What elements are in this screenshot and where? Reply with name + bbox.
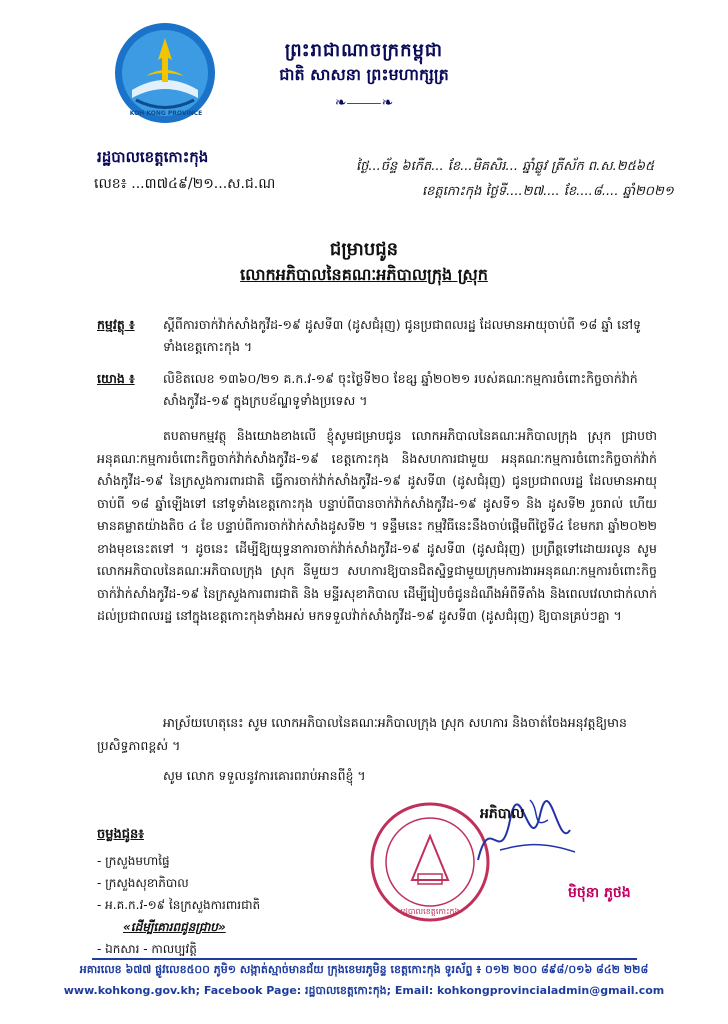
reference-number: លេខ៖ ...៣៧៤៩/២១...ស.ជ.ណ: [94, 176, 276, 192]
recipient-line: លោកអភិបាលនៃគណៈអភិបាលក្រុង ស្រុក: [240, 265, 488, 284]
logo-caption: KOH KONG PROVINCE: [129, 110, 203, 117]
issuing-authority: រដ្ឋបាលខេត្តកោះកុង: [97, 148, 209, 166]
body-paragraph-2: អាស្រ័យហេតុនេះ សូម លោកអភិបាលនៃគណៈអភិបាលក្រុង ស្រុក សហការ និងចាត់ចែងអនុវត្តឱ្យមានប្រសិទ្ធភាពខ្ពស់ ។: [97, 715, 627, 753]
document-title: ជម្រាបជូន: [329, 239, 399, 260]
cc-title: ចម្លងជូន៖: [97, 827, 144, 842]
reference-label: យោង ៖: [97, 371, 135, 386]
signatory-name: មិថុនា ភូថង: [568, 885, 631, 901]
header-ornament: ❧⸻❧: [334, 95, 394, 111]
cc-item-note: «ដើម្បីគោរពជូនជ្រាប»: [123, 920, 226, 934]
closing-line: សូម លោក ទទួលនូវការគោរពរាប់អានពីខ្ញុំ ។: [163, 768, 366, 783]
cc-item: - ក្រសួងសុខាភិបាល: [97, 876, 189, 890]
subject-label: កម្មវត្ថុ ៖: [97, 317, 135, 332]
reference-row: [97, 368, 657, 412]
subject-text: ស្តីពីការចាក់វ៉ាក់សាំងកូវីដ-១៩ ដូសទី៣ (ដូសជំរុញ) ជូនប្រជាពលរដ្ឋ ដែលមានអាយុចាប់ពី ១៨ ឆ្នាំ នៅទូទាំងខេត្តកោះកុង ។: [163, 317, 641, 354]
body-paragraph-1: តបតាមកម្មវត្ថុ និងយោងខាងលើ ខ្ញុំសូមជម្រាបជូន លោកអភិបាលនៃគណៈអភិបាលក្រុង ស្រុក ជ្រាបថា អនុគណៈកម្មការចំពោះកិច្ចចាក់វ៉ាក់សាំងកូវីដ-១៩ ខេត្តកោះកុង និងសហការជាមួយ អនុគណៈកម្មការចំពោះកិច្ចចាក់វ៉ាក់សាំងកូវីដ-១៩ នៃក្រសួងការពារជាតិ ធ្វើការចាក់វ៉ាក់សាំងកូវីដ-១៩ ដូសទី៣ (ដូសជំរុញ) ជូនប្រជាពលរដ្ឋ ដែលមានអាយុចាប់ពី ១៨ ឆ្នាំឡើងទៅ នៅទូទាំងខេត្តកោះកុង បន្ទាប់ពីបានចាក់វ៉ាក់សាំងកូវីដ-១៩ ដូសទី១ និង ដូសទី២ រួចរាល់ ហើយមានគម្លាតយ៉ាងតិច ៤ ខែ បន្ទាប់ពីការចាក់វ៉ាក់សាំងដូសទី២ ។ ទន្ទឹមនេះ កម្មវិធីនេះនឹងចាប់ផ្តើមពីថ្ងៃទី៤ ខែមករា ឆ្នាំ២០២២ ខាងមុខនេះតទៅ ។ ដូចនេះ ដើម្បីឱ្យយុទ្ធនាការចាក់វ៉ាក់សាំងកូវីដ-១៩ ដូសទី៣ (ដូសជំរុញ) ប្រព្រឹត្តទៅដោយរលូន សូម លោកអភិបាលនៃគណៈអភិបាលក្រុង ស្រុក នីមួយៗ សហការឱ្យបានជិតស្និទ្ធជាមួយក្រុមការងារអនុគណៈកម្មការចំពោះកិច្ចចាក់វ៉ាក់សាំងកូវីដ-១៩ នៃក្រសួងការពារជាតិ និង មន្ទីរសុខាភិបាល ដើម្បីរៀបចំជូនដំណឹងអំពីទីតាំង និងពេលវេលាជាក់លាក់ ដល់ប្រជាពលរដ្ឋ នៅក្នុងខេត្តកោះកុងទាំងអស់ មកទទួលវ៉ាក់សាំងកូវីដ-១៩ ដូសទី៣ (ដូសជំរុញ) ឱ្យបានគ្រប់ៗគ្នា ។: [97, 428, 657, 623]
solar-date: ខេត្តកោះកុង ថ្ងៃទី....២៧.... ខែ....៨.... ឆ្នាំ២០២១: [422, 184, 674, 199]
cc-item: - អ.គ.ក.វ-១៩ នៃក្រសួងការពារជាតិ: [97, 898, 261, 912]
subject-row: [97, 314, 657, 358]
signatory-title: អភិបាល: [480, 806, 525, 822]
footer-divider: [92, 958, 637, 960]
footer-address: អគារលេខ ៦៧៧ ផ្លូវលេខ៥០០ ភូមិ១ សង្កាត់ស្មាច់មានជ័យ ក្រុងខេមរភូមិន្ទ ខេត្តកោះកុង ទូរស័ព្ទ ៖ ០១២ ២០០ ៨៩៨/០១៦ ៨៤២ ២២៨: [79, 963, 649, 976]
kingdom-title: ព្រះរាជាណាចក្រកម្ពុជា: [284, 40, 444, 61]
national-motto: ជាតិ សាសនា ព្រះមហាក្សត្រ: [279, 65, 449, 84]
footer-contacts: www.kohkong.gov.kh; Facebook Page: រដ្ឋបាលខេត្តកោះកុង; Email: kohkongprovincialadmin@gmail.com: [63, 984, 665, 997]
lunar-date: ថ្ងៃ...ច័ន្ទ ៦កើត... ខែ...មិគសិរ... ឆ្នាំឆ្លូវ ត្រីស័ក ព.ស.២៥៦៥: [356, 159, 655, 174]
reference-text: លិខិតលេខ ១៣៦០/២១ គ.ក.វ-១៩ ចុះថ្ងៃទី២០ ខែឧ្ស ឆ្នាំ២០២១ របស់គណៈកម្មការចំពោះកិច្ចចាក់វ៉ាក់សាំងកូវីដ-១៩ ក្នុងក្របខ័ណ្ឌទូទាំងប្រទេស ។: [163, 371, 638, 408]
cc-item: - ក្រសួងមហាផ្ទៃ: [97, 854, 170, 868]
cc-item: - ឯកសារ - កាលប្បវត្តិ: [97, 942, 197, 956]
cc-list: [97, 850, 260, 960]
seal-caption: រដ្ឋបាលខេត្តកោះកុង: [400, 907, 460, 916]
